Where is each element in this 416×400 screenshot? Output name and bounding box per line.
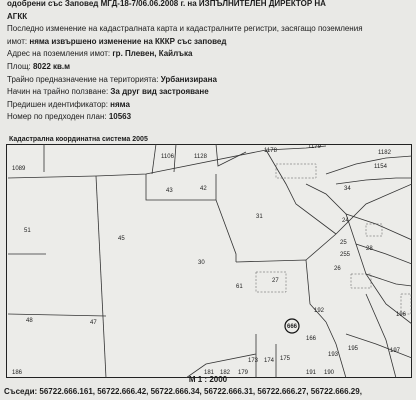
field-label: Номер по предходен план: [7,112,109,122]
agency-line: АГКК [7,11,28,21]
parcel-label: 255 [340,252,351,258]
field-value: 8022 кв.м [32,61,71,71]
parcel-label: 193 [328,352,339,358]
field-last-change-label [7,23,412,36]
parcel-label: 42 [200,186,207,192]
field-label: Начин на трайно ползване: [7,87,111,97]
parcel-label: 181 [204,370,215,376]
field-value: 10563 [108,112,132,122]
parcel-label: 47 [90,320,97,326]
parcel-label: 27 [272,278,279,284]
parcel-label: 45 [118,236,125,242]
cadastral-map [6,144,412,378]
map-frame [7,145,412,378]
parcel-label: 1089 [12,166,26,172]
parcel-label: 1154 [374,164,387,170]
parcel-label: 1106 [161,154,174,160]
field-value: гр. Плевен, Кайлъка [112,49,193,59]
parcel-label: 1128 [194,154,207,160]
parcel-label: 175 [280,356,291,362]
parcel-label: 26 [334,266,341,272]
field-label: Предишен идентификатор: [7,99,111,109]
parcel-label: 182 [220,370,231,376]
parcel-label: 197 [390,348,401,354]
parcel-label: 192 [314,308,325,314]
field-label: Площ: [7,61,33,71]
parcel-label: 1178 [264,148,277,154]
field-value: няма извършено изменение на КККР със заповед [29,36,227,46]
map-scale: M 1 : 2000 [188,375,228,384]
field-usage [7,86,412,99]
field-value: няма [110,99,130,109]
parcel-label: 173 [248,358,259,364]
field-value: Урбанизирана [160,74,217,84]
map-caption: Кадастрална координатна система 2005 [9,136,148,143]
parcel-label: 195 [348,346,359,352]
parcel-label: 28 [366,246,373,252]
field-value: За друг вид застрояване [110,87,209,97]
parcel-label: 48 [26,318,33,324]
field-territory-purpose [7,74,412,87]
approval-line: одобрени със Заповед МГД-18-7/06.06.2008 г. на ИЗПЪЛНИТЕЛЕН ДИРЕКТОР НА [7,0,326,8]
parcel-label: 190 [324,370,335,376]
field-label: Трайно предназначение на територията: [7,74,161,84]
parcel-label: 1179 [308,144,321,150]
parcel-label: 25 [340,240,347,246]
highlighted-parcel-label: 666 [286,324,298,330]
field-area [7,61,412,74]
document-text [7,0,412,124]
parcel-label: 179 [238,370,249,376]
neighbors-line: Съседи: 56722.666.161, 56722.666.42, 56722.666.34, 56722.666.31, 56722.666.27, 56722.666.29, [4,387,362,396]
parcel-label: 191 [306,370,317,376]
parcel-label: 43 [166,188,173,194]
field-label: Адрес на поземления имот: [7,49,113,59]
parcel-label: 174 [264,358,275,364]
parcel-label: 196 [396,312,407,318]
cadastral-map-drawing [6,144,412,378]
parcel-label: 31 [256,214,263,220]
parcel-label: 186 [12,370,23,376]
parcel-label: 166 [306,336,317,342]
field-previous-id [7,99,412,112]
field-address [7,48,412,61]
parcel-label: 1182 [378,150,391,156]
parcel-label: 30 [198,260,205,266]
parcel-label: 24 [342,218,349,224]
parcel-label: 61 [236,284,243,290]
parcel-label: 34 [344,186,351,192]
field-last-change-value [7,36,412,49]
field-previous-plan-number [7,111,412,124]
field-label: Последно изменение на кадастралната карта и кадастралните регистри, засягащо поземления [7,24,363,34]
parcel-label: 51 [24,228,31,234]
field-label: имот: [7,36,30,46]
